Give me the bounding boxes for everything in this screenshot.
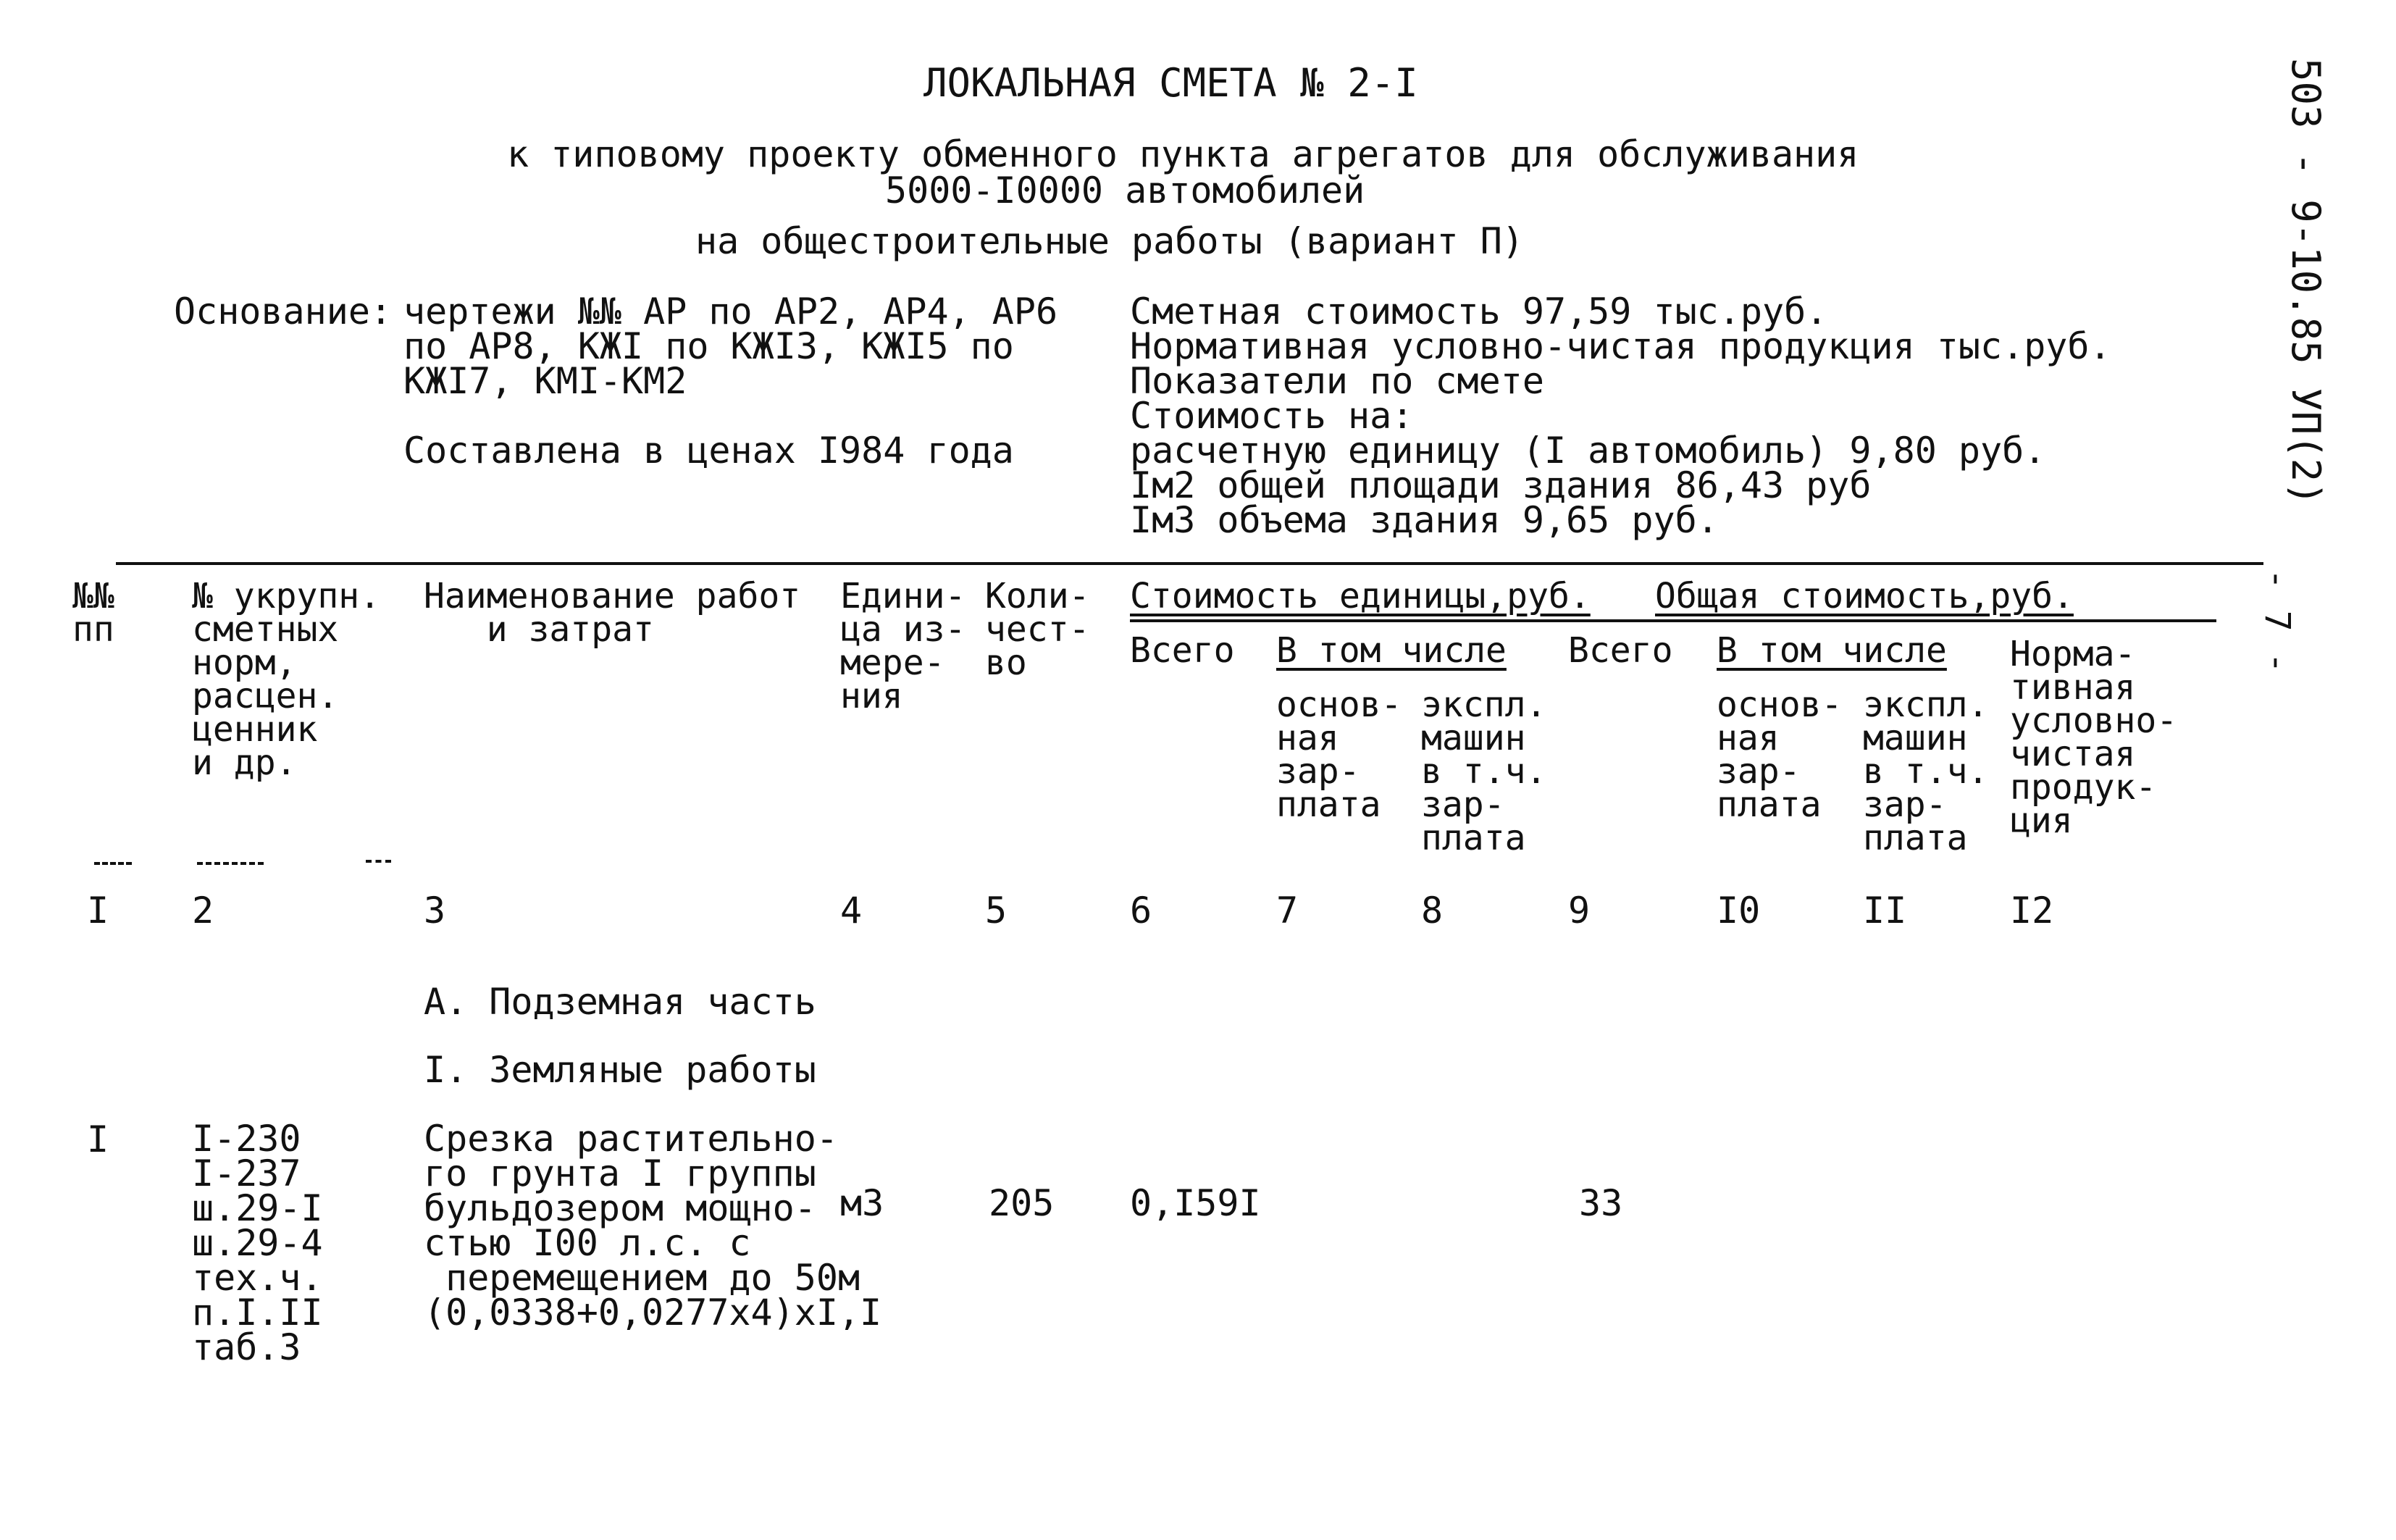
header-osn-zarplata: основ- ная зар- плата xyxy=(1276,685,1402,825)
column-number: I0 xyxy=(1717,890,1761,932)
summary-line-1: Сметная стоимость 97,59 тыс.руб. xyxy=(1130,290,1828,332)
row-codes: I-230 I-237 ш.29-I ш.29-4 тех.ч. п.I.II таб.3 xyxy=(192,1118,323,1368)
basis-line-2: по АР8, КЖI по КЖI3, КЖI5 по xyxy=(403,325,1014,367)
column-number: II xyxy=(1863,890,1907,932)
row-quantity: 205 xyxy=(989,1182,1055,1224)
cost-header-rule xyxy=(1130,619,2216,622)
column-number: 3 xyxy=(424,890,446,932)
summary-line-4: Стоимость на: xyxy=(1130,395,1414,437)
column-number: 6 xyxy=(1130,890,1152,932)
header-col-1: №№ пп xyxy=(72,576,114,650)
header-norm-produktsiya: Норма- тивная условно- чистая продук- ция xyxy=(2010,634,2178,841)
table-top-rule xyxy=(116,562,2263,565)
basis-prices: Составлена в ценах I984 года xyxy=(403,430,1014,472)
column-number: I2 xyxy=(2010,890,2054,932)
column-number: 2 xyxy=(192,890,214,932)
header-v-tom-chisle: В том числе xyxy=(1276,630,1507,671)
header-dash-3 xyxy=(366,860,391,863)
column-number: 8 xyxy=(1421,890,1444,932)
column-number: 7 xyxy=(1276,890,1299,932)
basis-line-3: КЖI7, КМI-КМ2 xyxy=(403,360,687,402)
side-stamp: 503 - 9-10.85 УП(2) xyxy=(2283,58,2329,506)
column-number: 5 xyxy=(985,890,1008,932)
header-dash-2 xyxy=(197,862,264,865)
summary-line-7: Iм3 объема здания 9,65 руб. xyxy=(1130,499,1719,541)
header-osn-zarplata-2: основ- ная зар- плата xyxy=(1717,685,1843,825)
document-subtitle-line-2: 5000-I0000 автомобилей xyxy=(885,170,1365,212)
row-number: I xyxy=(87,1118,109,1160)
summary-line-6: Iм2 общей площади здания 86,43 руб xyxy=(1130,464,1872,506)
row-total-cost: 33 xyxy=(1579,1182,1623,1224)
header-unit-cost: Стоимость единицы,руб. xyxy=(1130,576,1591,616)
header-col-5: Коли- чест- во xyxy=(985,576,1090,683)
header-v-tom-chisle-2: В том числе xyxy=(1717,630,1947,671)
section-heading: А. Подземная часть xyxy=(424,981,816,1023)
summary-line-5: расчетную единицу (I автомобиль) 9,80 руб. xyxy=(1130,430,2046,472)
basis-label: Основание: xyxy=(174,290,393,332)
header-dash-1 xyxy=(94,862,132,865)
document-subtitle-2: на общестроительные работы (вариант П) xyxy=(695,220,1524,262)
document-subtitle-line-1: к типовому проекту обменного пункта агрегатов для обслуживания xyxy=(507,133,1859,175)
summary-line-2: Нормативная условно-чистая продукция тыс.руб. xyxy=(1130,325,2111,367)
header-vsego-2: Всего xyxy=(1568,630,1673,671)
header-ekspl-mashin: экспл. машин в т.ч. зар- плата xyxy=(1421,685,1547,858)
row-unit-cost-total: 0,I59I xyxy=(1130,1182,1261,1224)
column-number: I xyxy=(87,890,109,932)
document-title: ЛОКАЛЬНАЯ СМЕТА № 2-I xyxy=(923,60,1418,106)
header-total-cost: Общая стоимость,руб. xyxy=(1655,576,2074,616)
column-number: 4 xyxy=(840,890,863,932)
column-number: 9 xyxy=(1568,890,1591,932)
basis-line-1: чертежи №№ АР по АР2, АР4, АР6 xyxy=(403,290,1058,332)
summary-line-3: Показатели по смете xyxy=(1130,360,1544,402)
header-vsego: Всего xyxy=(1130,630,1235,671)
header-col-2: № укрупн. сметных норм, расцен. ценник и др. xyxy=(192,576,381,783)
row-work-name: Срезка растительно- го грунта I группы бульдозером мощно- стью I00 л.с. с перемещением до 50м (0,0338+0,0277х4)хI,I xyxy=(424,1118,882,1334)
subsection-heading: I. Земляные работы xyxy=(424,1049,816,1091)
header-ekspl-mashin-2: экспл. машин в т.ч. зар- плата xyxy=(1863,685,1989,858)
row-unit: м3 xyxy=(840,1182,884,1224)
page-number: - 7 - xyxy=(2257,569,2297,674)
header-col-3: Наименование работ и затрат xyxy=(424,576,801,650)
header-col-4: Едини- ца из- мере- ния xyxy=(840,576,966,716)
